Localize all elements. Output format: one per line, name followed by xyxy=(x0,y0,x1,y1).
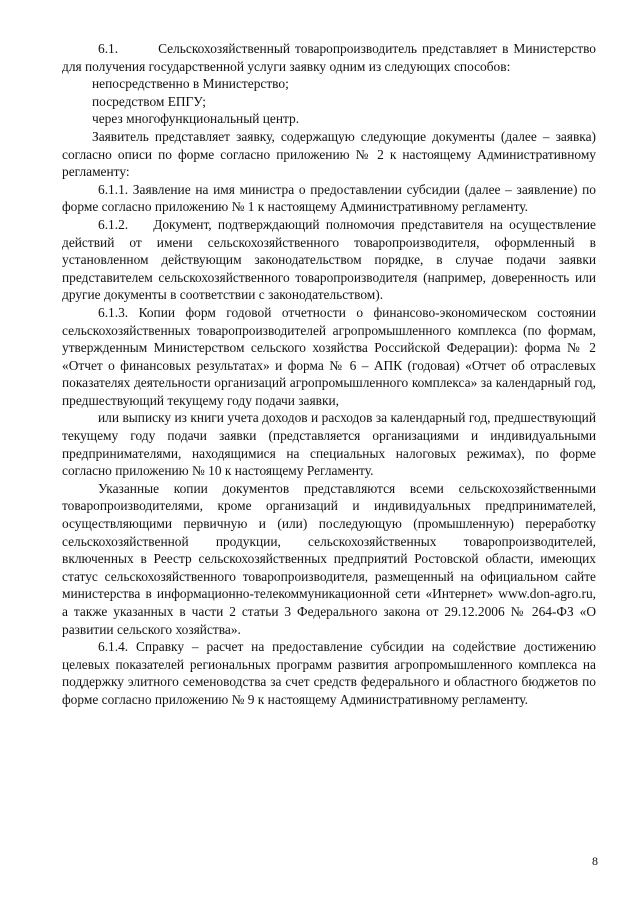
paragraph-6-1: 6.1. Сельскохозяйственный товаропроизводитель представляет в Министерство для получения государственной услуги заявку одним из следующих способов: xyxy=(62,41,596,74)
paragraph-applicant-submits: Заявитель представляет заявку, содержащую следующие документы (далее – заявка) согласно описи по форме согласно приложению № 2 к настоящему Административному регламенту: xyxy=(62,128,596,180)
paragraph-6-1-4: 6.1.4. Справку – расчет на предоставление субсидии на содействие достижению целевых показателей региональных программ развития агропромышленного комплекса на поддержку элитного семеноводства за счет средств федерального и областного бюджетов по форме согласно приложению № 9 к настоящему Административному регламенту. xyxy=(62,639,596,707)
list-item-epgu: посредством ЕПГУ; xyxy=(92,93,206,109)
list-item-ministry: непосредственно в Министерство; xyxy=(92,76,289,92)
paragraph-copies-note: Указанные копии документов представляются всеми сельскохозяйственными товаропроизводителями, кроме организаций и индивидуальных предпринимателей, осуществляющими первичную и (или) последующую (промышленную) переработку сельскохозяйственной продукции, сельскохозяйственных товаропроизводителей, включенных в Реестр сельскохозяйственных предприятий Ростовской области, имеющих статус сельскохозяйственного товаропроизводителя, размещенный на официальном сайте министерства в информационно-телекоммуникационной сети «Интернет» www.don-agro.ru, а также указанных в части 2 статьи 3 Федерального закона от 29.12.2006 № 264-ФЗ «О развитии сельского хозяйства». xyxy=(62,480,596,637)
paragraph-income-book: или выписку из книги учета доходов и расходов за календарный год, предшествующий текущему году подачи заявки (представляется организациями и индивидуальными предпринимателями, находящимися на специальных налоговых режимах), по форме согласно приложению № 10 к настоящему Регламенту. xyxy=(62,410,596,479)
page-number: 8 xyxy=(592,854,598,868)
paragraph-6-1-1: 6.1.1. Заявление на имя министра о предоставлении субсидии (далее – заявление) по форме согласно приложению № 1 к настоящему Административному регламенту. xyxy=(62,181,596,215)
paragraph-6-1-2: 6.1.2. Документ, подтверждающий полномочия представителя на осуществление действий от имени сельскохозяйственного товаропроизводителя, оформленный в установленном действующим законодательством порядке, в случае подачи заявки представителем сельскохозяйственного товаропроизводителя (например, доверенность или другие документы в соответствии с законодательством). xyxy=(62,216,596,303)
paragraph-6-1-3: 6.1.3. Копии форм годовой отчетности о финансово-экономическом состоянии сельскохозяйственных товаропроизводителей агропромышленного комплекса (по формам, утвержденным Министерством сельского хозяйства Российской Федерации): форма № 2 «Отчет о финансовых результатах» и форма № 6 – АПК (годовая) «Отчет об отраслевых показателях деятельности организаций агропромышленного комплекса» за календарный год, предшествующий текущему году подачи заявки, xyxy=(62,304,596,408)
list-item-mfc: через многофункциональный центр. xyxy=(92,111,300,127)
